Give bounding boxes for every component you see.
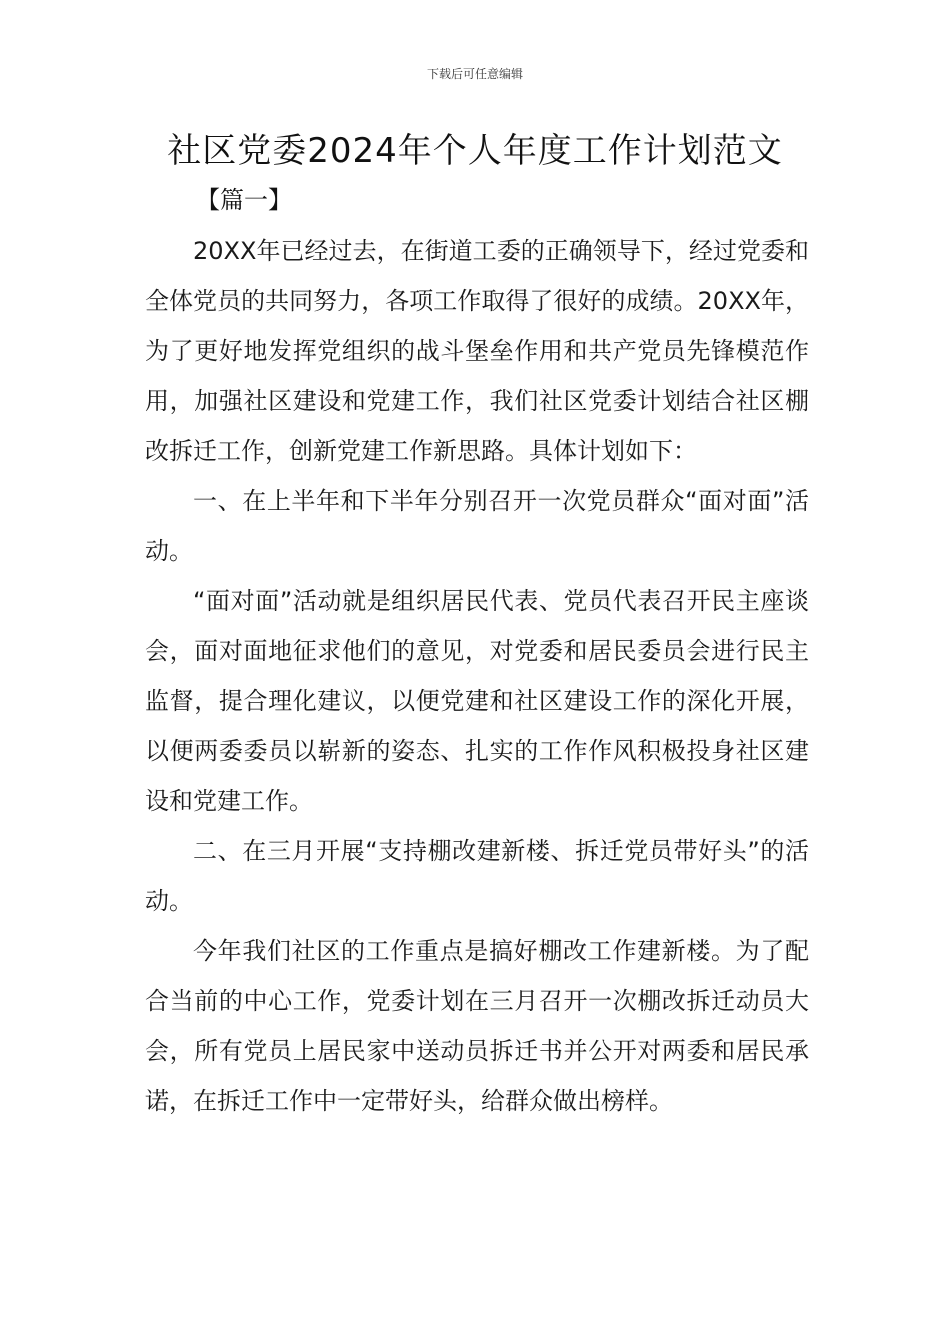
paragraph-item-one-detail: “面对面”活动就是组织居民代表、党员代表召开民主座谈会，面对面地征求他们的意见，对党委和居民委员会进行民主监督，提合理化建议，以便党建和社区建设工作的深化开展，以便两委委员以崭新的姿态、扎实的工作作风积极投身社区建设和党建工作。 — [145, 587, 809, 815]
header-note: 下载后可任意编辑 — [426, 67, 523, 81]
paragraph-item-one-heading: 一、在上半年和下半年分别召开一次党员群众“面对面”活动。 — [145, 487, 809, 565]
paragraph-intro: 20XX年已经过去，在街道工委的正确领导下，经过党委和全体党员的共同努力，各项工作取得了很好的成绩。20XX年，为了更好地发挥党组织的战斗堡垒作用和共产党员先锋模范作用，加强社区建设和党建工作，我们社区党委计划结合社区棚改拆迁工作，创新党建工作新思路。具体计划如下： — [145, 237, 809, 465]
document-body — [145, 226, 809, 1126]
section-label: 【篇一】 — [196, 186, 292, 214]
paragraph-item-two-heading: 二、在三月开展“支持棚改建新楼、拆迁党员带好头”的活动。 — [145, 837, 809, 915]
document-title: 社区党委2024年个人年度工作计划范文 — [167, 131, 783, 171]
paragraph-item-two-detail: 今年我们社区的工作重点是搞好棚改工作建新楼。为了配合当前的中心工作，党委计划在三月召开一次棚改拆迁动员大会，所有党员上居民家中送动员拆迁书并公开对两委和居民承诺，在拆迁工作中一定带好头，给群众做出榜样。 — [145, 937, 809, 1115]
